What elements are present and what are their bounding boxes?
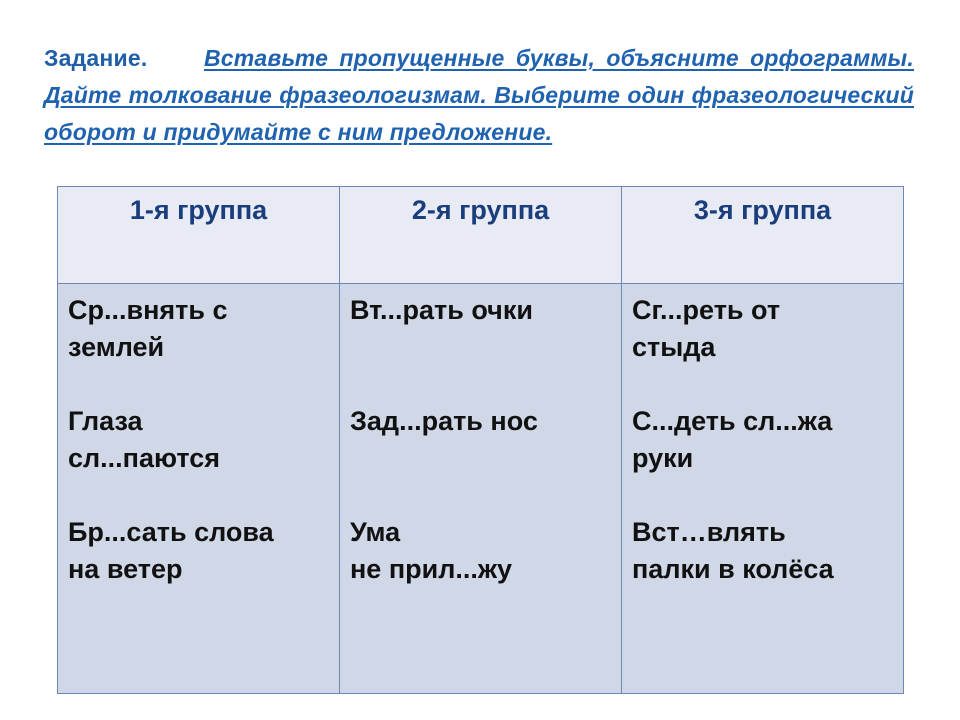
phrase-1-2: Глаза сл...паются xyxy=(68,406,221,473)
group-2-cell xyxy=(340,284,622,694)
phrase-3-1: Сг...реть от стыда xyxy=(632,295,781,362)
groups-table xyxy=(57,186,904,694)
phrase-3-2: С...деть сл...жа руки xyxy=(632,406,833,473)
phrase-2-2: Зад...рать нос xyxy=(350,406,538,436)
header-group-1: 1-я группа xyxy=(58,187,340,284)
phrase-1-1: Ср...внять с землей xyxy=(68,295,228,362)
task-paragraph xyxy=(44,40,914,151)
task-label: Задание. xyxy=(44,45,148,71)
content-row xyxy=(58,284,904,694)
group-1-cell xyxy=(58,284,340,694)
phrase-1-3: Бр...сать слова на ветер xyxy=(68,517,274,584)
header-row xyxy=(58,187,904,284)
phrase-2-3: Ума не прил...жу xyxy=(350,517,513,584)
header-group-2: 2-я группа xyxy=(340,187,622,284)
task-instruction: Вставьте пропущенные буквы, объясните орфограммы. Дайте толкование фразеологизмам. Выберите один фразеологический оборот и придумайте с ним предложение. xyxy=(44,45,914,145)
phrase-3-3: Вст…влять палки в колёса xyxy=(632,517,834,584)
header-group-3: 3-я группа xyxy=(622,187,904,284)
phrase-2-1: Вт...рать очки xyxy=(350,295,533,325)
group-3-cell xyxy=(622,284,904,694)
